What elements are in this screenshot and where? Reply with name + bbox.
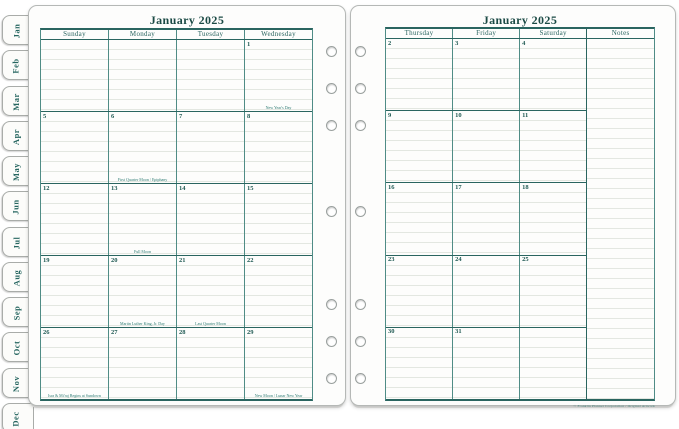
- week-row: [386, 255, 586, 327]
- binder-hole: [326, 336, 337, 347]
- month-tab-label: [3, 51, 29, 81]
- day-cell: [108, 184, 176, 255]
- month-tab-label: [3, 228, 29, 258]
- right-page: [350, 5, 676, 406]
- day-header-row: [41, 30, 312, 40]
- date-number: 31: [455, 328, 462, 336]
- day-cell: [244, 328, 312, 399]
- day-cell: [452, 256, 519, 327]
- day-cell: [452, 39, 519, 110]
- binder-hole: [355, 120, 366, 131]
- day-cell: [108, 328, 176, 399]
- day-header-friday: Friday: [452, 29, 519, 38]
- week-row: [41, 183, 312, 255]
- date-number: 16: [388, 183, 395, 191]
- date-number: 24: [455, 256, 462, 264]
- date-number: 14: [179, 184, 186, 192]
- date-number: 26: [43, 328, 50, 336]
- month-tab-text: Apr: [10, 128, 21, 145]
- date-number: 29: [247, 328, 254, 336]
- left-month-grid: [40, 28, 313, 401]
- day-cell: [519, 328, 586, 399]
- binder-hole: [355, 46, 366, 57]
- day-cell: [108, 112, 176, 183]
- day-cell: [519, 183, 586, 254]
- notes-column: [586, 29, 654, 399]
- day-cell: [41, 184, 108, 255]
- day-cell: [452, 328, 519, 399]
- date-number: 18: [522, 183, 529, 191]
- day-header-sunday: Sunday: [63, 30, 86, 38]
- right-month-grid: [385, 27, 655, 401]
- month-tab-text: Sep: [10, 305, 21, 321]
- holiday-note: New Year's Day: [265, 105, 292, 110]
- date-number: 8: [247, 112, 251, 120]
- day-cell: [176, 112, 244, 183]
- day-cell: [244, 256, 312, 327]
- day-cell: [244, 184, 312, 255]
- month-tab-text: Oct: [11, 341, 21, 356]
- holiday-note: First Quarter Moon / Epiphany: [117, 177, 168, 182]
- date-number: 6: [111, 112, 115, 120]
- notes-header: Notes: [587, 29, 654, 39]
- day-cell: [519, 256, 586, 327]
- date-number: 27: [111, 328, 118, 336]
- holiday-note: New Moon / Lunar New Year: [254, 393, 303, 398]
- day-cell: [41, 112, 108, 183]
- day-cell: [452, 111, 519, 182]
- date-number: 22: [247, 256, 254, 264]
- date-number: 1: [247, 40, 251, 48]
- week-row: [41, 40, 312, 111]
- date-number: 2: [388, 39, 392, 47]
- binder-hole: [355, 336, 366, 347]
- month-tab-label: [3, 298, 29, 328]
- day-cell: [176, 256, 244, 327]
- day-cell: [244, 40, 312, 111]
- day-cell: [41, 256, 108, 327]
- month-tab-label: [3, 87, 29, 117]
- month-tab-label: [3, 404, 29, 429]
- month-tab-text: Jun: [11, 199, 21, 215]
- date-number: 15: [247, 184, 254, 192]
- day-cell: [176, 40, 244, 111]
- day-cell: [386, 39, 452, 110]
- binder-hole: [355, 373, 366, 384]
- date-number: 30: [388, 328, 395, 336]
- day-header-monday: Monday: [108, 30, 176, 39]
- month-tab-label: [3, 157, 29, 187]
- binder-hole: [326, 83, 337, 94]
- month-tab-text: Jan: [10, 23, 21, 39]
- date-number: 23: [388, 256, 395, 264]
- week-row: [386, 110, 586, 182]
- date-number: 13: [111, 184, 118, 192]
- date-number: 3: [455, 39, 459, 47]
- month-tab-label: [3, 369, 29, 399]
- week-row: [386, 327, 586, 399]
- day-cell: [519, 111, 586, 182]
- month-tab-text: Feb: [10, 58, 21, 74]
- day-cell: [386, 183, 452, 254]
- day-cell: [519, 39, 586, 110]
- date-number: 9: [388, 111, 392, 119]
- month-tab-text: Aug: [11, 269, 21, 287]
- day-cell: [108, 40, 176, 111]
- month-tab-text: Jul: [11, 236, 21, 250]
- month-tab-label: [3, 16, 29, 46]
- page-title-left: January 2025: [149, 13, 225, 27]
- week-row: [386, 182, 586, 254]
- day-header-thursday: Thursday: [404, 29, 434, 37]
- day-cell: [386, 256, 452, 327]
- day-cell: [108, 256, 176, 327]
- binder-hole: [326, 373, 337, 384]
- day-header-saturday: Saturday: [519, 29, 586, 38]
- date-number: 5: [43, 112, 47, 120]
- date-number: 20: [111, 256, 118, 264]
- date-number: 21: [179, 256, 186, 264]
- page-title-right: January 2025: [482, 13, 558, 27]
- date-number: 10: [455, 111, 462, 119]
- binder-hole: [355, 83, 366, 94]
- month-tab-dec[interactable]: [2, 403, 34, 429]
- date-number: 12: [43, 184, 50, 192]
- holiday-note: Martin Luther King, Jr. Day: [120, 321, 165, 326]
- week-row: [41, 327, 312, 399]
- day-header-wednesday: Wednesday: [244, 30, 312, 39]
- day-cell: [41, 328, 108, 399]
- binder-hole: [355, 206, 366, 217]
- date-number: 7: [179, 112, 183, 120]
- binder-hole: [326, 206, 337, 217]
- holiday-note: Full Moon: [133, 249, 151, 254]
- month-tab-text: Dec: [11, 411, 21, 427]
- month-tab-label: [3, 333, 29, 363]
- week-row: [41, 111, 312, 183]
- date-number: 25: [522, 256, 529, 264]
- notes-ruled-lines: [587, 39, 654, 399]
- month-tab-text: Nov: [10, 375, 21, 392]
- date-number: 28: [179, 328, 186, 336]
- binder-hole: [326, 299, 337, 310]
- date-number: 19: [43, 256, 50, 264]
- copyright-footer: © Franklin Planner Corporation / Original Artwork: [573, 404, 655, 408]
- holiday-note: Last Quarter Moon: [195, 321, 226, 326]
- date-number: 11: [522, 111, 529, 119]
- date-number: 4: [522, 39, 526, 47]
- holiday-note: Isra & Mi'raj Begins at Sundown: [48, 393, 101, 398]
- binder-hole: [326, 46, 337, 57]
- month-tab-label: [3, 263, 29, 293]
- left-page: [28, 5, 346, 406]
- month-tab-text: Mar: [10, 92, 21, 111]
- day-cell: [176, 184, 244, 255]
- week-row: [386, 39, 586, 110]
- day-cell: [452, 183, 519, 254]
- day-cell: [244, 112, 312, 183]
- right-days-block: [386, 29, 586, 399]
- day-header-row: [386, 29, 586, 39]
- month-tab-label: [3, 122, 29, 152]
- day-cell: [386, 328, 452, 399]
- day-cell: [386, 111, 452, 182]
- month-tab-text: May: [11, 163, 21, 182]
- date-number: 17: [455, 183, 462, 191]
- binder-hole: [326, 120, 337, 131]
- day-header-tuesday: Tuesday: [176, 30, 244, 39]
- binder-hole: [355, 299, 366, 310]
- day-cell: [176, 328, 244, 399]
- day-cell: [41, 40, 108, 111]
- week-row: [41, 255, 312, 327]
- month-tab-label: [3, 192, 29, 222]
